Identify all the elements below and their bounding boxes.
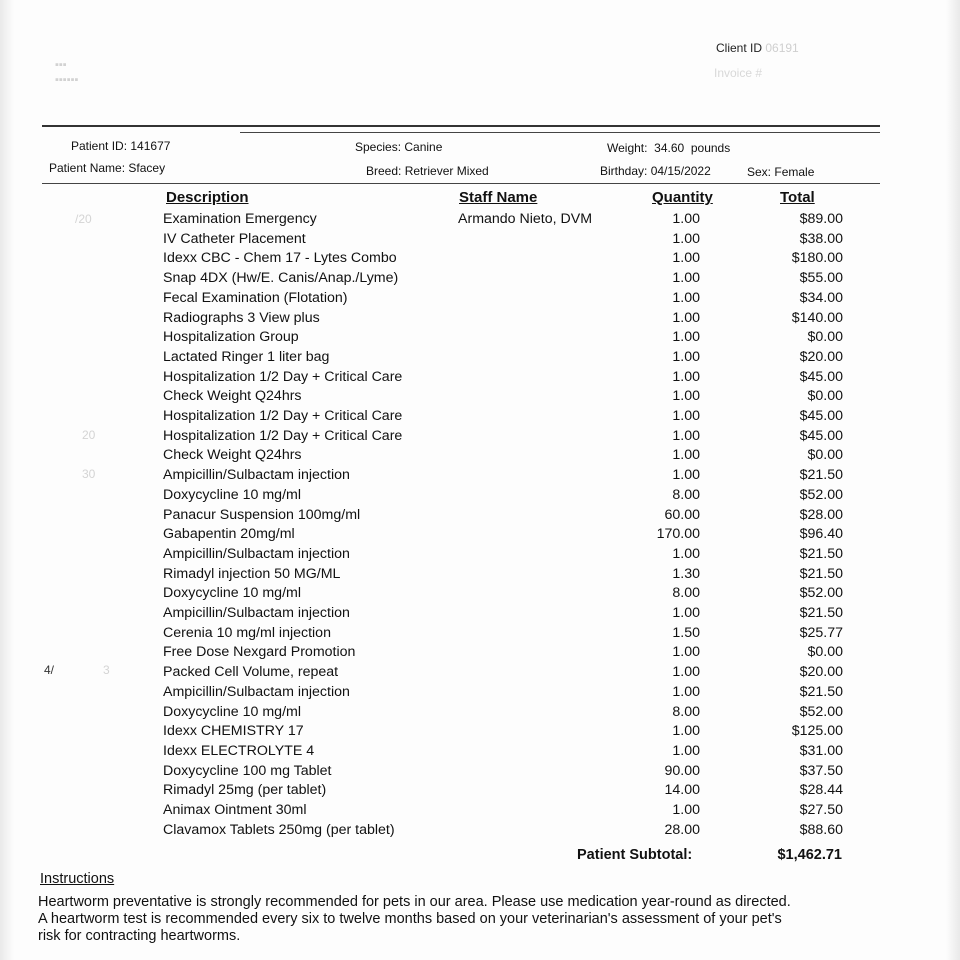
item-description: Ampicillin/Sulbactam injection [163, 467, 350, 484]
header-rule-top [42, 125, 880, 127]
margin-note: 20 [82, 428, 96, 442]
invoice-label: Invoice # [714, 66, 763, 80]
item-total: $96.40 [799, 526, 843, 543]
item-total: $0.00 [807, 388, 843, 405]
patient-weight [607, 141, 730, 155]
item-quantity: 1.00 [672, 723, 700, 740]
item-description: Hospitalization 1/2 Day + Critical Care [163, 408, 403, 424]
table-row [0, 507, 960, 527]
item-quantity: 1.00 [672, 605, 700, 621]
item-total: $37.50 [799, 762, 843, 779]
table-row [0, 704, 960, 724]
item-staff: Armando Nieto, DVM [458, 211, 593, 227]
weight-unit: pounds [690, 141, 731, 155]
item-total: $34.00 [799, 289, 843, 306]
patient-birthday [600, 164, 711, 178]
item-quantity: 1.00 [672, 802, 700, 818]
item-description: Fecal Examination (Flotation) [163, 289, 348, 306]
table-row [0, 250, 960, 270]
item-description: Free Dose Nexgard Promotion [163, 644, 356, 661]
instructions-line: A heartworm test is recommended every six to twelve months based on your veterinarian's assessment of your pet's [38, 911, 782, 927]
item-total: $28.00 [799, 506, 843, 523]
table-row [0, 487, 960, 507]
patient-name-value: Sfacey [128, 161, 166, 175]
table-row [0, 329, 960, 349]
item-description: Gabapentin 20mg/ml [163, 526, 295, 543]
item-total: $20.00 [799, 348, 843, 365]
item-total: $0.00 [807, 329, 843, 346]
item-total: $52.00 [799, 585, 843, 602]
instructions-title: Instructions [40, 871, 115, 887]
client-id-label: Client ID [716, 41, 763, 55]
item-total: $52.00 [799, 703, 843, 720]
item-total: $125.00 [791, 723, 843, 740]
item-quantity: 1.00 [672, 447, 700, 464]
table-row [0, 526, 960, 546]
table-row [0, 467, 960, 487]
item-total: $21.50 [799, 565, 843, 582]
header-rule-second [240, 132, 880, 133]
item-description: Panacur Suspension 100mg/ml [163, 506, 361, 523]
table-row [0, 566, 960, 586]
table-row [0, 763, 960, 783]
table-row [0, 270, 960, 290]
column-header-description: Description [166, 189, 249, 206]
table-row [0, 743, 960, 763]
item-quantity: 1.00 [672, 309, 700, 326]
birthday-value: 04/15/2022 [650, 164, 711, 178]
client-id-value: 06191 [765, 41, 799, 55]
item-description: Ampicillin/Sulbactam injection [163, 545, 350, 562]
item-quantity: 1.00 [672, 408, 700, 424]
item-description: Check Weight Q24hrs [163, 447, 302, 464]
item-description: Rimadyl 25mg (per tablet) [163, 782, 327, 799]
table-row [0, 369, 960, 389]
patient-id [71, 139, 170, 153]
margin-note: 4/ [44, 663, 55, 677]
item-quantity: 8.00 [672, 703, 700, 720]
item-description: Radiographs 3 View plus [163, 309, 320, 326]
client-id [716, 41, 799, 55]
patient-id-value: 141677 [130, 139, 171, 153]
item-description: Hospitalization 1/2 Day + Critical Care [163, 368, 403, 385]
sex-label: Sex: [747, 165, 772, 179]
table-row [0, 447, 960, 467]
item-description: Ampicillin/Sulbactam injection [163, 605, 350, 621]
item-quantity: 1.30 [672, 565, 700, 582]
table-row [0, 644, 960, 664]
table-row [0, 664, 960, 684]
patient-sex [747, 165, 814, 179]
species-label: Species: [355, 140, 402, 154]
item-total: $21.50 [799, 683, 843, 700]
item-quantity: 1.00 [672, 211, 700, 227]
patient-name [49, 161, 165, 175]
item-quantity: 1.00 [672, 742, 700, 759]
breed-label: Breed: [366, 164, 402, 178]
table-row [0, 782, 960, 802]
item-description: Hospitalization 1/2 Day + Critical Care [163, 427, 403, 444]
table-row [0, 585, 960, 605]
item-quantity: 1.00 [672, 664, 700, 681]
patient-name-label: Patient Name: [49, 161, 126, 175]
item-description: Packed Cell Volume, repeat [163, 664, 339, 681]
item-description: Snap 4DX (Hw/E. Canis/Anap./Lyme) [163, 270, 399, 287]
item-description: Doxycycline 10 mg/ml [163, 703, 301, 720]
birthday-label: Birthday: [600, 164, 648, 178]
item-total: $21.50 [799, 467, 843, 484]
item-total: $89.00 [799, 211, 843, 227]
column-header-staff: Staff Name [459, 189, 538, 206]
item-total: $45.00 [799, 368, 843, 385]
item-total: $21.50 [799, 605, 843, 621]
item-description: Idexx CBC - Chem 17 - Lytes Combo [163, 250, 397, 267]
item-total: $38.00 [799, 230, 843, 247]
table-row [0, 310, 960, 330]
item-total: $27.50 [799, 802, 843, 818]
item-description: Doxycycline 10 mg/ml [163, 486, 301, 503]
item-quantity: 60.00 [664, 506, 700, 523]
item-total: $180.00 [791, 250, 843, 267]
item-quantity: 90.00 [664, 762, 700, 779]
item-total: $88.60 [799, 821, 843, 838]
table-row [0, 349, 960, 369]
item-total: $0.00 [807, 644, 843, 661]
item-description: Idexx CHEMISTRY 17 [163, 723, 304, 740]
table-row [0, 546, 960, 566]
item-quantity: 14.00 [664, 782, 700, 799]
table-row [0, 625, 960, 645]
item-description: Clavamox Tablets 250mg (per tablet) [163, 821, 395, 838]
patient-id-label: Patient ID: [71, 139, 128, 153]
item-total: $28.44 [799, 782, 843, 799]
column-header-total: Total [780, 189, 815, 206]
item-total: $0.00 [807, 447, 843, 464]
item-description: Doxycycline 10 mg/ml [163, 585, 301, 602]
table-row [0, 723, 960, 743]
table-row [0, 684, 960, 704]
breed-value: Retriever Mixed [404, 164, 489, 178]
item-quantity: 1.00 [672, 388, 700, 405]
margin-note: 30 [82, 467, 96, 481]
table-row [0, 428, 960, 448]
item-total: $21.50 [799, 545, 843, 562]
item-quantity: 1.00 [672, 230, 700, 247]
item-description: Ampicillin/Sulbactam injection [163, 683, 350, 700]
table-row [0, 290, 960, 310]
item-total: $20.00 [799, 664, 843, 681]
item-description: IV Catheter Placement [163, 230, 306, 247]
item-quantity: 1.00 [672, 467, 700, 484]
item-quantity: 8.00 [672, 486, 700, 503]
subtotal-label: Patient Subtotal: [577, 847, 693, 863]
item-description: Check Weight Q24hrs [163, 388, 302, 405]
weight-label: Weight: [607, 141, 648, 155]
table-row [0, 802, 960, 822]
item-description: Rimadyl injection 50 MG/ML [163, 565, 341, 582]
item-total: $52.00 [799, 486, 843, 503]
item-total: $55.00 [799, 270, 843, 287]
table-row [0, 231, 960, 251]
item-description: Lactated Ringer 1 liter bag [163, 348, 330, 365]
item-total: $31.00 [799, 742, 843, 759]
item-quantity: 1.00 [672, 683, 700, 700]
letterhead-faded: ▪▪▪ ▪▪▪▪▪▪ [55, 59, 79, 87]
margin-note: /20 [75, 212, 92, 226]
item-quantity: 170.00 [656, 526, 700, 543]
subtotal-value: $1,462.71 [777, 847, 842, 863]
table-row [0, 822, 960, 842]
item-total: $45.00 [799, 408, 843, 424]
item-quantity: 28.00 [664, 821, 700, 838]
item-quantity: 1.00 [672, 289, 700, 306]
item-quantity: 8.00 [672, 585, 700, 602]
item-quantity: 1.00 [672, 329, 700, 346]
patient-breed [366, 164, 489, 178]
item-quantity: 1.00 [672, 368, 700, 385]
patient-species [355, 140, 442, 154]
item-quantity: 1.50 [672, 624, 700, 641]
margin-note: 3 [103, 663, 110, 677]
table-row [0, 211, 960, 231]
item-quantity: 1.00 [672, 250, 700, 267]
item-total: $25.77 [799, 624, 843, 641]
item-quantity: 1.00 [672, 270, 700, 287]
patient-info-rule [42, 183, 880, 184]
sex-value: Female [774, 165, 815, 179]
species-value: Canine [404, 140, 443, 154]
item-description: Hospitalization Group [163, 329, 299, 346]
item-description: Examination Emergency [163, 211, 317, 227]
item-quantity: 1.00 [672, 644, 700, 661]
item-quantity: 1.00 [672, 427, 700, 444]
item-total: $140.00 [791, 309, 843, 326]
table-row [0, 388, 960, 408]
item-description: Idexx ELECTROLYTE 4 [163, 742, 315, 759]
table-row [0, 408, 960, 428]
item-description: Animax Ointment 30ml [163, 802, 307, 818]
column-header-quantity: Quantity [652, 189, 713, 206]
item-quantity: 1.00 [672, 348, 700, 365]
item-description: Doxycycline 100 mg Tablet [163, 762, 332, 779]
weight-value: 34.60 [654, 141, 685, 155]
item-total: $45.00 [799, 427, 843, 444]
instructions-line: Heartworm preventative is strongly recommended for pets in our area. Please use medication year-round as directed. [38, 894, 791, 910]
item-description: Cerenia 10 mg/ml injection [163, 624, 331, 641]
item-quantity: 1.00 [672, 545, 700, 562]
table-row [0, 605, 960, 625]
instructions-line: risk for contracting heartworms. [38, 928, 241, 944]
